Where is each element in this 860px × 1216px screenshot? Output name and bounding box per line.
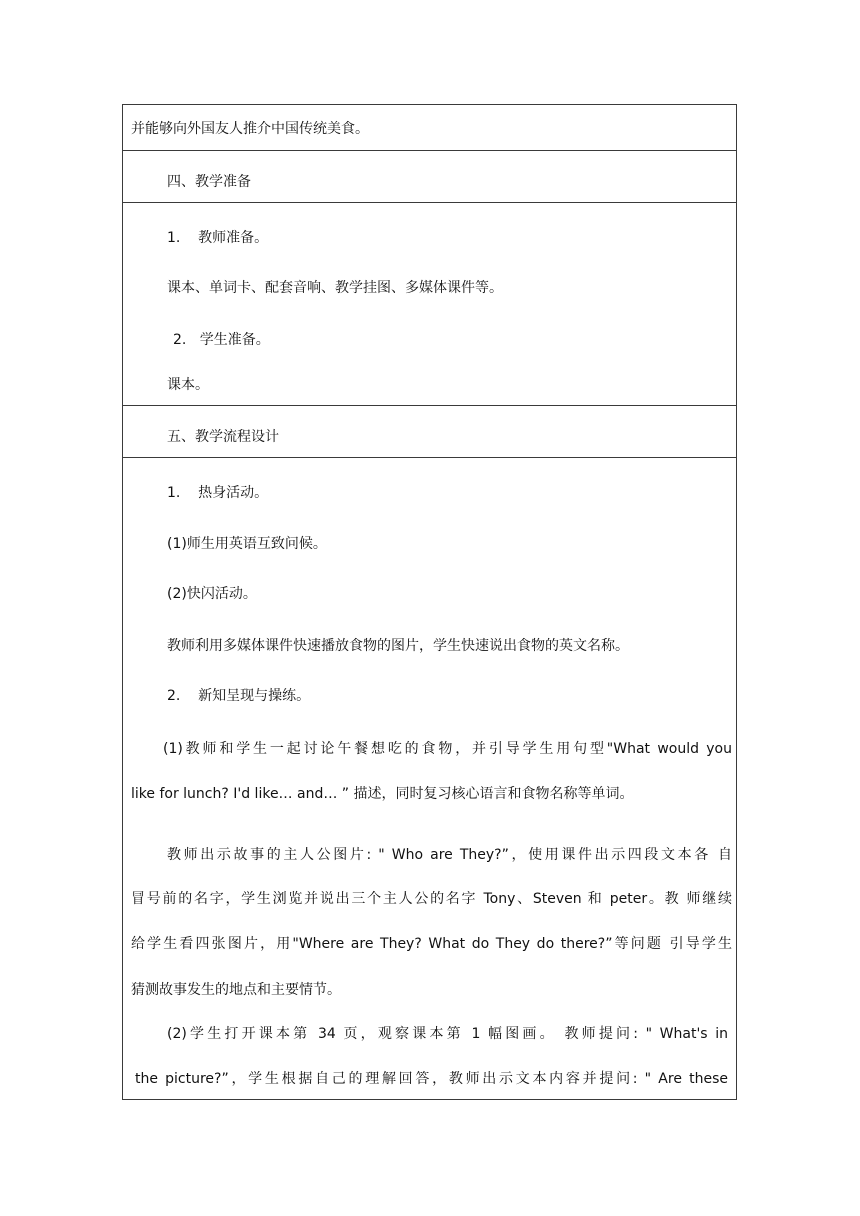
row-divider	[123, 150, 736, 151]
teacher-prep-title: 1. 教师准备。	[167, 230, 269, 246]
section-heading-flow: 五、教学流程设计	[167, 429, 279, 445]
warmup-description: 教师利用多媒体课件快速播放食物的图片，学生快速说出食物的英文名称。	[167, 638, 629, 654]
new-knowledge-title: 2. 新知呈现与操练。	[167, 688, 311, 704]
paragraph-1-line-2: like for lunch? I'd like… and… ” 描述，同时复习核心语言和食物名称等单词。	[131, 786, 634, 802]
section-heading-preparation: 四、教学准备	[167, 174, 251, 190]
warmup-step-1: (1)师生用英语互致问候。	[167, 536, 327, 552]
paragraph-3-line-2: the picture?”，学生根据自己的理解回答，教师出示文本内容并提问: " Are these	[135, 1071, 728, 1087]
student-prep-items: 课本。	[167, 377, 209, 393]
lesson-plan-table	[122, 104, 737, 1100]
objective-continuation: 并能够向外国友人推介中国传统美食。	[131, 121, 369, 137]
warmup-title: 1. 热身活动。	[167, 485, 269, 501]
row-divider	[123, 405, 736, 406]
paragraph-2-line-3: 给学生看四张图片，用"Where are They? What do They do there?”等问题 引导学生	[131, 936, 732, 952]
paragraph-2-line-2: 冒号前的名字，学生浏览并说出三个主人公的名字 Tony、Steven 和 peter。教 师继续	[131, 891, 732, 907]
paragraph-1-line-1: (1)教师和学生一起讨论午餐想吃的食物，并引导学生用句型"What would you	[163, 741, 732, 757]
paragraph-3-line-1: (2)学生打开课本第 34 页，观察课本第 1 幅图画。 教师提问: " What's in	[167, 1026, 728, 1042]
student-prep-title: 2. 学生准备。	[173, 332, 270, 348]
row-divider	[123, 202, 736, 203]
paragraph-2-line-4: 猜测故事发生的地点和主要情节。	[131, 982, 341, 998]
row-divider	[123, 457, 736, 458]
paragraph-2-line-1: 教师出示故事的主人公图片: " Who are They?”，使用课件出示四段文本各 自	[167, 847, 732, 863]
warmup-step-2: (2)快闪活动。	[167, 586, 257, 602]
teacher-prep-items: 课本、单词卡、配套音响、教学挂图、多媒体课件等。	[167, 280, 503, 296]
